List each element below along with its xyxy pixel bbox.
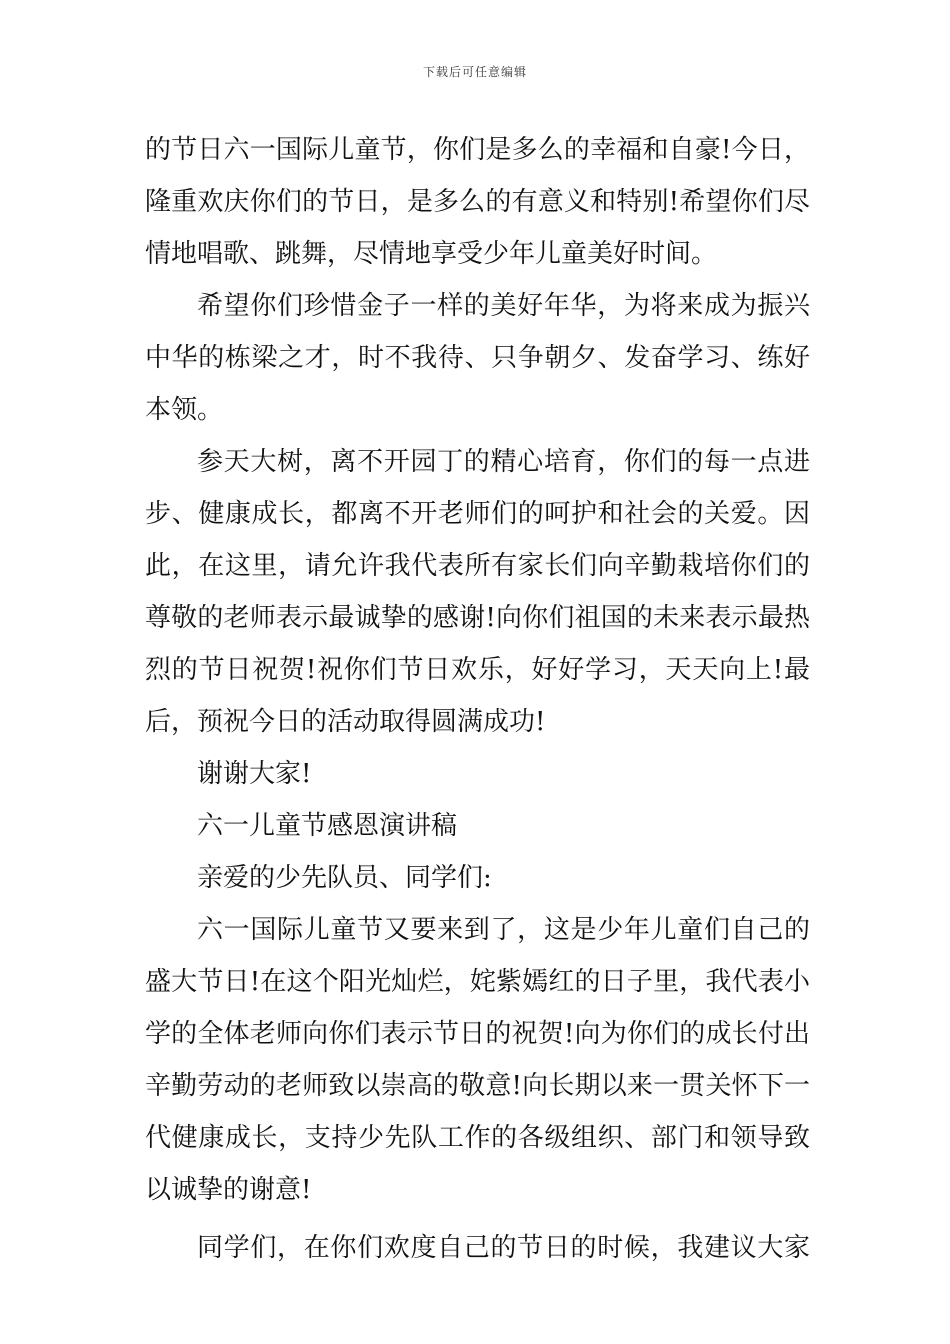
text-line: 此，在这里，请允许我代表所有家长们向辛勤栽培你们的 — [145, 551, 810, 581]
salutation: 亲爱的少先队员、同学们: — [197, 863, 492, 893]
text-line: 本领。 — [145, 395, 224, 425]
text-line: 辛勤劳动的老师致以崇高的敬意!向长期以来一贯关怀下一 — [145, 1071, 810, 1101]
paragraph — [145, 436, 810, 748]
text-line: 学的全体老师向你们表示节日的祝贺!向为你们的成长付出 — [145, 1019, 810, 1049]
text-line: 隆重欢庆你们的节日，是多么的有意义和特别!希望你们尽 — [145, 187, 810, 217]
text-line: 中华的栋梁之才，时不我待、只争朝夕、发奋学习、练好 — [145, 343, 810, 373]
text-line: 盛大节日!在这个阳光灿烂，姹紫嫣红的日子里，我代表小 — [145, 967, 810, 997]
text-line: 尊敬的老师表示最诚挚的感谢!向你们祖国的未来表示最热 — [145, 603, 810, 633]
speech-title: 六一儿童节感恩演讲稿 — [197, 811, 458, 841]
text-line: 参天大树，离不开园丁的精心培育，你们的每一点进 — [197, 447, 810, 477]
text-line: 情地唱歌、跳舞，尽情地享受少年儿童美好时间。 — [145, 239, 718, 269]
text-line: 同学们，在你们欢度自己的节日的时候，我建议大家 — [197, 1233, 810, 1263]
text-line: 的节日六一国际儿童节，你们是多么的幸福和自豪!今日， — [145, 135, 810, 165]
paragraph — [145, 748, 810, 800]
text-line: 希望你们珍惜金子一样的美好年华，为将来成为振兴 — [197, 291, 810, 321]
paragraph — [145, 1222, 810, 1274]
text-line: 谢谢大家! — [197, 759, 312, 789]
text-line: 以诚挚的谢意! — [145, 1175, 312, 1205]
paragraph — [145, 800, 810, 852]
text-line: 六一国际儿童节又要来到了，这是少年儿童们自己的 — [197, 915, 810, 945]
text-line: 步、健康成长，都离不开老师们的呵护和社会的关爱。因 — [145, 499, 810, 529]
page-header: 下载后可任意编辑 — [422, 65, 527, 79]
paragraph — [145, 124, 810, 280]
document-body — [145, 124, 810, 1274]
paragraph — [145, 280, 810, 436]
text-line: 后，预祝今日的活动取得圆满成功! — [145, 707, 546, 737]
text-line: 代健康成长，支持少先队工作的各级组织、部门和领导致 — [145, 1123, 810, 1153]
paragraph — [145, 852, 810, 904]
paragraph — [145, 904, 810, 1216]
text-line: 烈的节日祝贺!祝你们节日欢乐，好好学习，天天向上!最 — [145, 655, 810, 685]
